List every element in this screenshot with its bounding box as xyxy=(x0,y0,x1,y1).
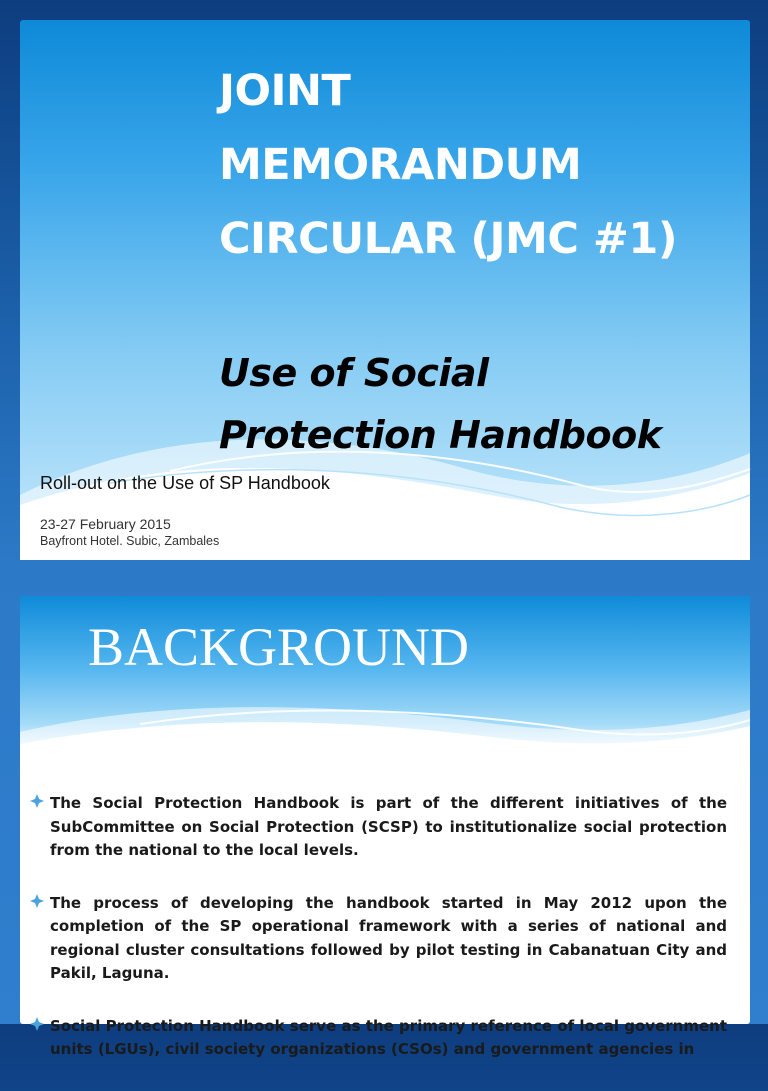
bullet-text: Social Protection Handbook serve as the primary reference of local government units (LGUs), civil society organizations (CSOs) and government agencies in xyxy=(50,1016,727,1058)
rollout-text: Roll-out on the Use of SP Handbook xyxy=(40,473,330,493)
event-venue: Bayfront Hotel. Subic, Zambales xyxy=(40,534,220,548)
list-item xyxy=(30,892,727,986)
title-line: CIRCULAR (JMC #1) xyxy=(219,214,677,264)
diamond-bullet-icon xyxy=(30,794,44,808)
subtitle-line: Use of Social xyxy=(219,351,489,395)
list-item xyxy=(30,792,727,863)
section-heading: BACKGROUND xyxy=(88,617,470,677)
list-item xyxy=(30,1015,727,1062)
bullet-text: The Social Protection Handbook is part of the different initiatives of the SubCommittee on Social Protection (SCSP) to institutionalize social protection from the national to the local levels. xyxy=(50,794,727,859)
bullet-text: The process of developing the handbook started in May 2012 upon the completion of the SP operational framework with a series of national and regional cluster consultations followed by pilot testing in Cabanatuan City and Pakil, Laguna. xyxy=(50,893,727,982)
event-date: 23-27 February 2015 xyxy=(40,516,171,532)
subtitle-line: Protection Handbook xyxy=(219,413,662,457)
background-slide xyxy=(20,596,750,1058)
diamond-bullet-icon xyxy=(30,1017,44,1031)
title-slide xyxy=(20,20,750,560)
slide-title xyxy=(219,54,739,276)
title-line: MEMORANDUM xyxy=(219,140,582,190)
title-line: JOINT xyxy=(219,66,351,116)
wave-decoration xyxy=(20,692,750,762)
slide-subtitle xyxy=(219,342,739,466)
diamond-bullet-icon xyxy=(30,894,44,908)
bullet-list xyxy=(30,792,727,1091)
